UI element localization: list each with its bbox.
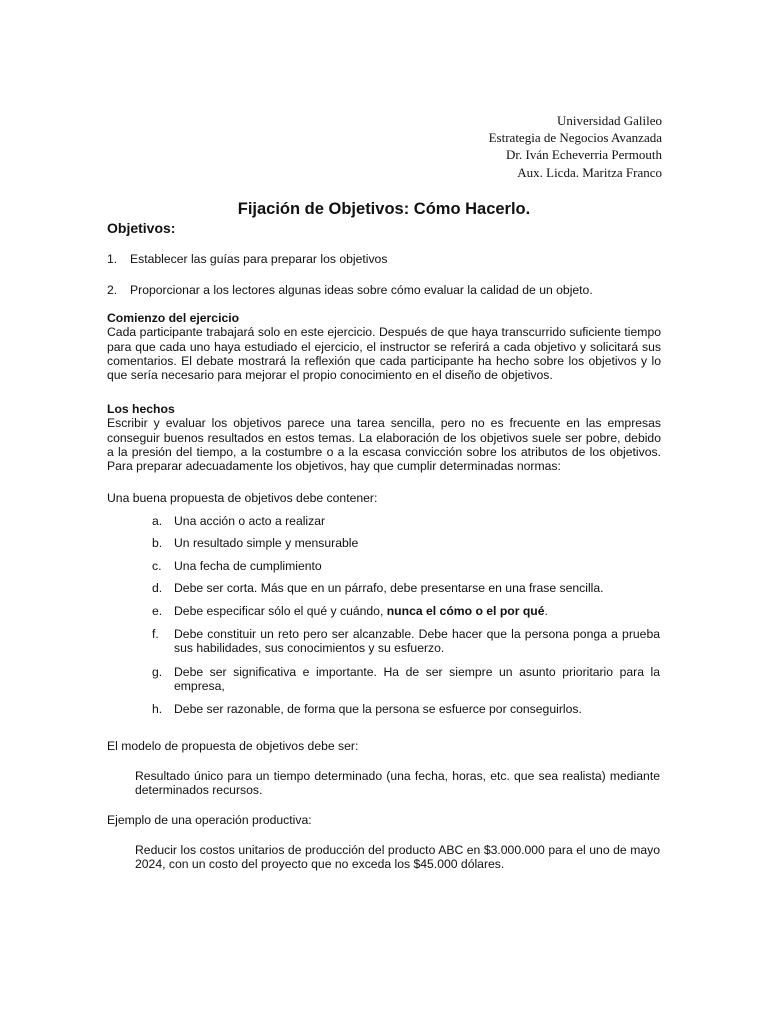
institution-header <box>489 112 662 181</box>
list-marker: a. <box>152 514 163 528</box>
proposal-list-item <box>152 559 660 573</box>
header-assistant: Aux. Licda. Maritza Franco <box>517 164 662 180</box>
list-marker: d. <box>152 581 163 595</box>
model-text: Resultado único para un tiempo determinado (una fecha, horas, etc. que sea realista) mediante determinados recursos. <box>135 769 660 798</box>
list-text: Una acción o acto a realizar <box>174 514 326 528</box>
list-marker: f. <box>152 627 159 641</box>
facts-section <box>107 402 661 473</box>
proposal-list-item <box>152 536 660 550</box>
exercise-start-section <box>107 311 661 382</box>
list-marker: e. <box>152 604 163 618</box>
proposal-list-item <box>152 702 660 716</box>
list-text: Debe especificar sólo el qué y cuándo, <box>174 604 387 618</box>
header-course: Estrategia de Negocios Avanzada <box>488 130 662 146</box>
objectives-heading: Objetivos: <box>107 220 176 236</box>
exercise-start-heading: Comienzo del ejercicio <box>107 311 240 325</box>
list-marker: h. <box>152 702 163 716</box>
example-text: Reducir los costos unitarios de producción del producto ABC en $3.000.000 para el uno de mayo 2024, con un costo del proyecto que no exceda los $45.000 dólares. <box>135 843 660 872</box>
list-marker: c. <box>152 559 162 573</box>
list-text: Un resultado simple y mensurable <box>174 536 359 550</box>
proposal-list-item <box>152 604 660 618</box>
list-text: Debe constituir un reto pero ser alcanzable. Debe hacer que la persona ponga a prueba sus habilidades, sus conocimientos y su esfuerzo. <box>174 627 660 656</box>
objective-number: 1. <box>107 252 118 266</box>
header-professor: Dr. Iván Echeverria Permouth <box>506 147 662 163</box>
proposal-list-item <box>152 627 660 656</box>
objective-text: Establecer las guías para preparar los objetivos <box>130 252 388 266</box>
facts-heading: Los hechos <box>107 402 175 416</box>
header-university: Universidad Galileo <box>556 113 662 128</box>
list-text: Debe ser corta. Más que en un párrafo, debe presentarse en una frase sencilla. <box>174 581 604 595</box>
list-text-with-emphasis <box>174 604 660 618</box>
proposal-list-item <box>152 665 660 694</box>
proposal-list-item <box>152 581 660 595</box>
emphasis-text: nunca el cómo o el por qué <box>386 604 545 618</box>
objective-text: Proporcionar a los lectores algunas ideas sobre cómo evaluar la calidad de un objeto. <box>130 283 593 297</box>
list-text-end: . <box>544 604 548 618</box>
example-intro: Ejemplo de una operación productiva: <box>107 813 312 827</box>
list-marker: b. <box>152 536 163 550</box>
exercise-start-text: Cada participante trabajará solo en este ejercicio. Después de que haya transcurrido suficiente tiempo para que cada uno haya estudiado el ejercicio, el instructor se referirá a cada objetivo y solicitará sus comentarios. El debate mostrará la reflexión que cada participante ha hecho sobre los objetivos y lo que sería necesario para mejorar el propio conocimiento en el diseño de objetivos. <box>107 325 661 383</box>
proposal-list-item <box>152 514 660 528</box>
objective-item <box>107 283 663 297</box>
proposal-intro: Una buena propuesta de objetivos debe contener: <box>107 491 378 505</box>
list-text: Debe ser razonable, de forma que la persona se esfuerce por conseguirlos. <box>174 702 582 716</box>
facts-text: Escribir y evaluar los objetivos parece una tarea sencilla, pero no es frecuente en las empresas conseguir buenos resultados en estos temas. La elaboración de los objetivos suele ser pobre, debido a la presión del tiempo, a la costumbre o a la escasa convicción sobre los atributos de los objetivos. Para preparar adecuadamente los objetivos, hay que cumplir determinadas normas: <box>107 416 661 474</box>
list-text: Una fecha de cumplimiento <box>174 559 322 573</box>
document-title: Fijación de Objetivos: Cómo Hacerlo. <box>237 200 531 218</box>
objective-number: 2. <box>107 283 118 297</box>
list-marker: g. <box>152 665 163 679</box>
list-text: Debe ser significativa e importante. Ha de ser siempre un asunto prioritario para la empresa, <box>174 665 660 694</box>
model-intro: El modelo de propuesta de objetivos debe ser: <box>107 739 359 753</box>
objective-item <box>107 252 663 266</box>
